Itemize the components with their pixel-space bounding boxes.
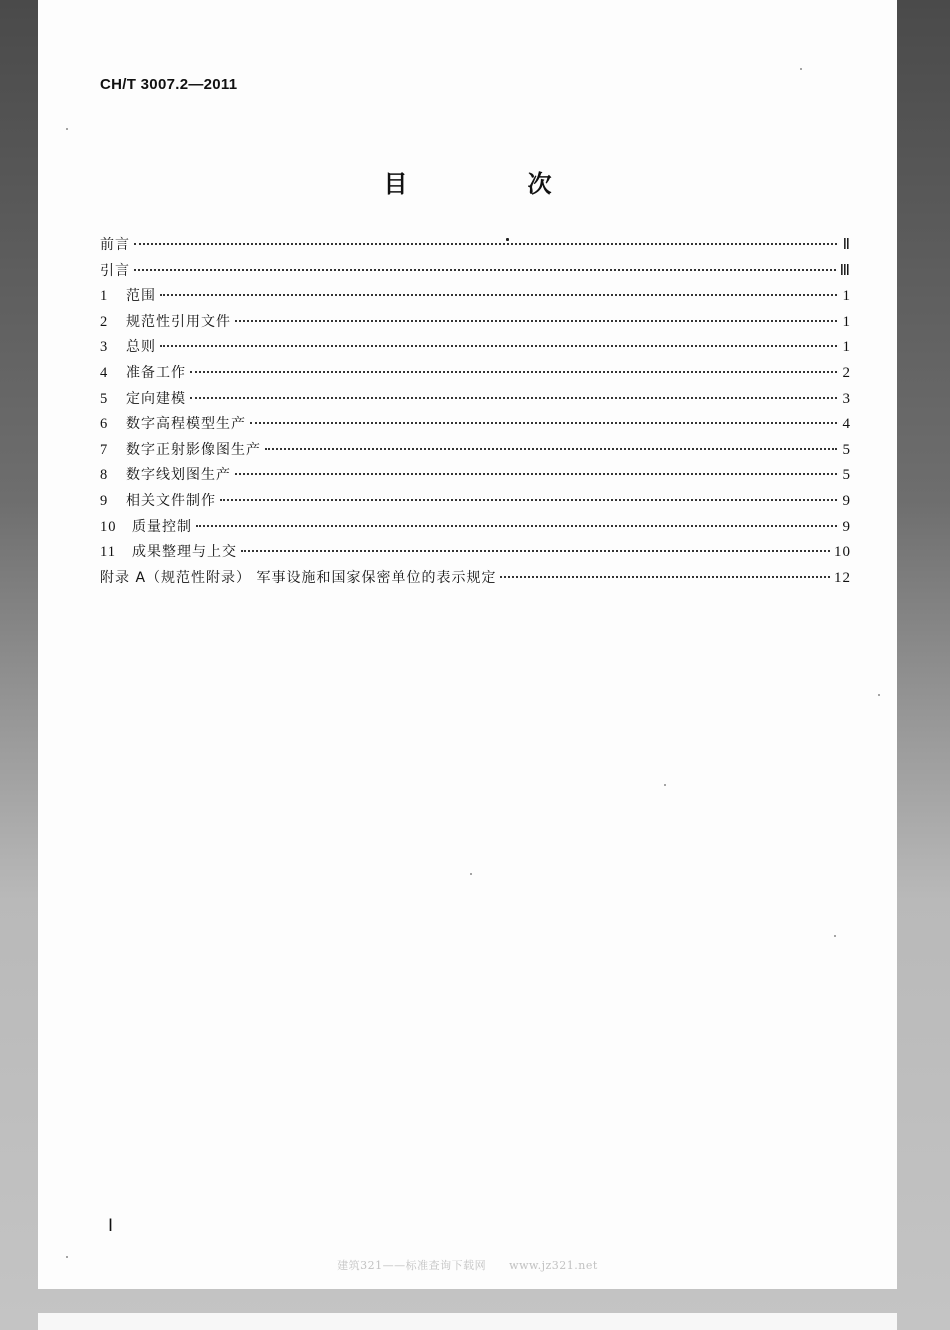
toc-entry-page: 3 <box>842 390 851 407</box>
toc-entry-page: 5 <box>842 441 851 458</box>
dot-leader <box>160 294 837 296</box>
toc-entry-page: Ⅲ <box>839 262 851 279</box>
toc-entry-6[interactable] <box>100 413 851 439</box>
document-code: CH/T 3007.2—2011 <box>100 76 238 93</box>
scan-speck <box>66 128 68 130</box>
toc-entry-page: 1 <box>842 339 851 356</box>
toc-entry-page: 5 <box>842 467 851 484</box>
toc-entry-number: 1 <box>100 288 109 305</box>
toc-entry-introduction[interactable] <box>100 260 851 286</box>
dot-leader <box>134 269 836 271</box>
next-page-edge <box>38 1313 897 1330</box>
toc-entry-label: 引言 <box>100 262 130 279</box>
toc-entry-number: 8 <box>100 467 109 484</box>
dot-leader <box>190 397 837 399</box>
scan-speck <box>470 873 472 875</box>
toc-entry-page: 4 <box>842 416 851 433</box>
toc-entry-page: 9 <box>842 518 851 535</box>
toc-entry-1[interactable] <box>100 285 851 311</box>
toc-entry-label: 相关文件制作 <box>126 492 216 509</box>
toc-entry-label: 数字正射影像图生产 <box>126 441 261 458</box>
toc-entry-number: 9 <box>100 492 109 509</box>
toc-entry-label: 附录 A（规范性附录） 军事设施和国家保密单位的表示规定 <box>100 569 497 586</box>
toc-entry-page: 10 <box>834 544 851 561</box>
toc-entry-label: 规范性引用文件 <box>126 313 231 330</box>
toc-entry-4[interactable] <box>100 362 851 388</box>
toc-entry-label: 数字高程模型生产 <box>126 416 246 433</box>
toc-entry-appendix-a[interactable] <box>100 567 851 593</box>
dot-leader <box>241 550 830 552</box>
dot-leader <box>160 345 837 347</box>
scan-speck <box>878 694 880 696</box>
scan-speck <box>664 784 666 786</box>
toc-entry-7[interactable] <box>100 439 851 465</box>
scan-speck <box>66 1256 68 1258</box>
toc-entry-page: 2 <box>842 364 851 381</box>
dot-leader <box>196 525 837 527</box>
toc-entry-label: 质量控制 <box>132 518 192 535</box>
scan-speck <box>834 935 836 937</box>
toc-entry-2[interactable] <box>100 311 851 337</box>
toc-entry-label: 前言 <box>100 237 130 253</box>
toc-entry-5[interactable] <box>100 388 851 414</box>
dot-leader <box>190 371 837 373</box>
site-watermark: 建筑321——标准查询下载网 www.jz321.net <box>337 1259 598 1272</box>
dot-leader <box>235 473 837 475</box>
toc-entry-label: 范围 <box>126 288 156 305</box>
toc-entry-number: 5 <box>100 390 109 407</box>
toc-entry-number: 4 <box>100 364 109 381</box>
toc-entry-8[interactable] <box>100 464 851 490</box>
toc-entry-page: 9 <box>842 492 851 509</box>
dot-leader <box>500 576 830 578</box>
toc-entry-3[interactable] <box>100 336 851 362</box>
toc-entry-page: 12 <box>834 569 851 586</box>
toc-entry-page: 1 <box>842 288 851 305</box>
scan-speck <box>800 68 802 70</box>
table-of-contents <box>100 234 851 592</box>
dot-leader <box>265 448 837 450</box>
toc-entry-number: 10 <box>100 518 117 535</box>
toc-entry-label: 准备工作 <box>126 364 186 381</box>
toc-entry-page: Ⅱ <box>842 237 851 253</box>
toc-entry-page: 1 <box>842 313 851 330</box>
toc-entry-label: 成果整理与上交 <box>132 544 237 561</box>
toc-entry-number: 6 <box>100 416 109 433</box>
toc-entry-label: 数字线划图生产 <box>126 467 231 484</box>
toc-title: 目 次 <box>383 170 600 198</box>
toc-entry-number: 2 <box>100 313 109 330</box>
scan-speck <box>506 238 509 241</box>
dot-leader <box>220 499 837 501</box>
dot-leader <box>134 243 837 245</box>
toc-entry-label: 总则 <box>126 339 156 356</box>
toc-entry-number: 7 <box>100 441 109 458</box>
toc-entry-11[interactable] <box>100 541 851 567</box>
toc-entry-10[interactable] <box>100 516 851 542</box>
toc-entry-9[interactable] <box>100 490 851 516</box>
page-number: Ⅰ <box>108 1216 114 1235</box>
dot-leader <box>250 422 837 424</box>
toc-entry-foreword[interactable] <box>100 234 851 260</box>
toc-entry-number: 11 <box>100 544 116 561</box>
dot-leader <box>235 320 837 322</box>
document-page <box>38 0 897 1289</box>
toc-entry-number: 3 <box>100 339 109 356</box>
toc-entry-label: 定向建模 <box>126 390 186 407</box>
